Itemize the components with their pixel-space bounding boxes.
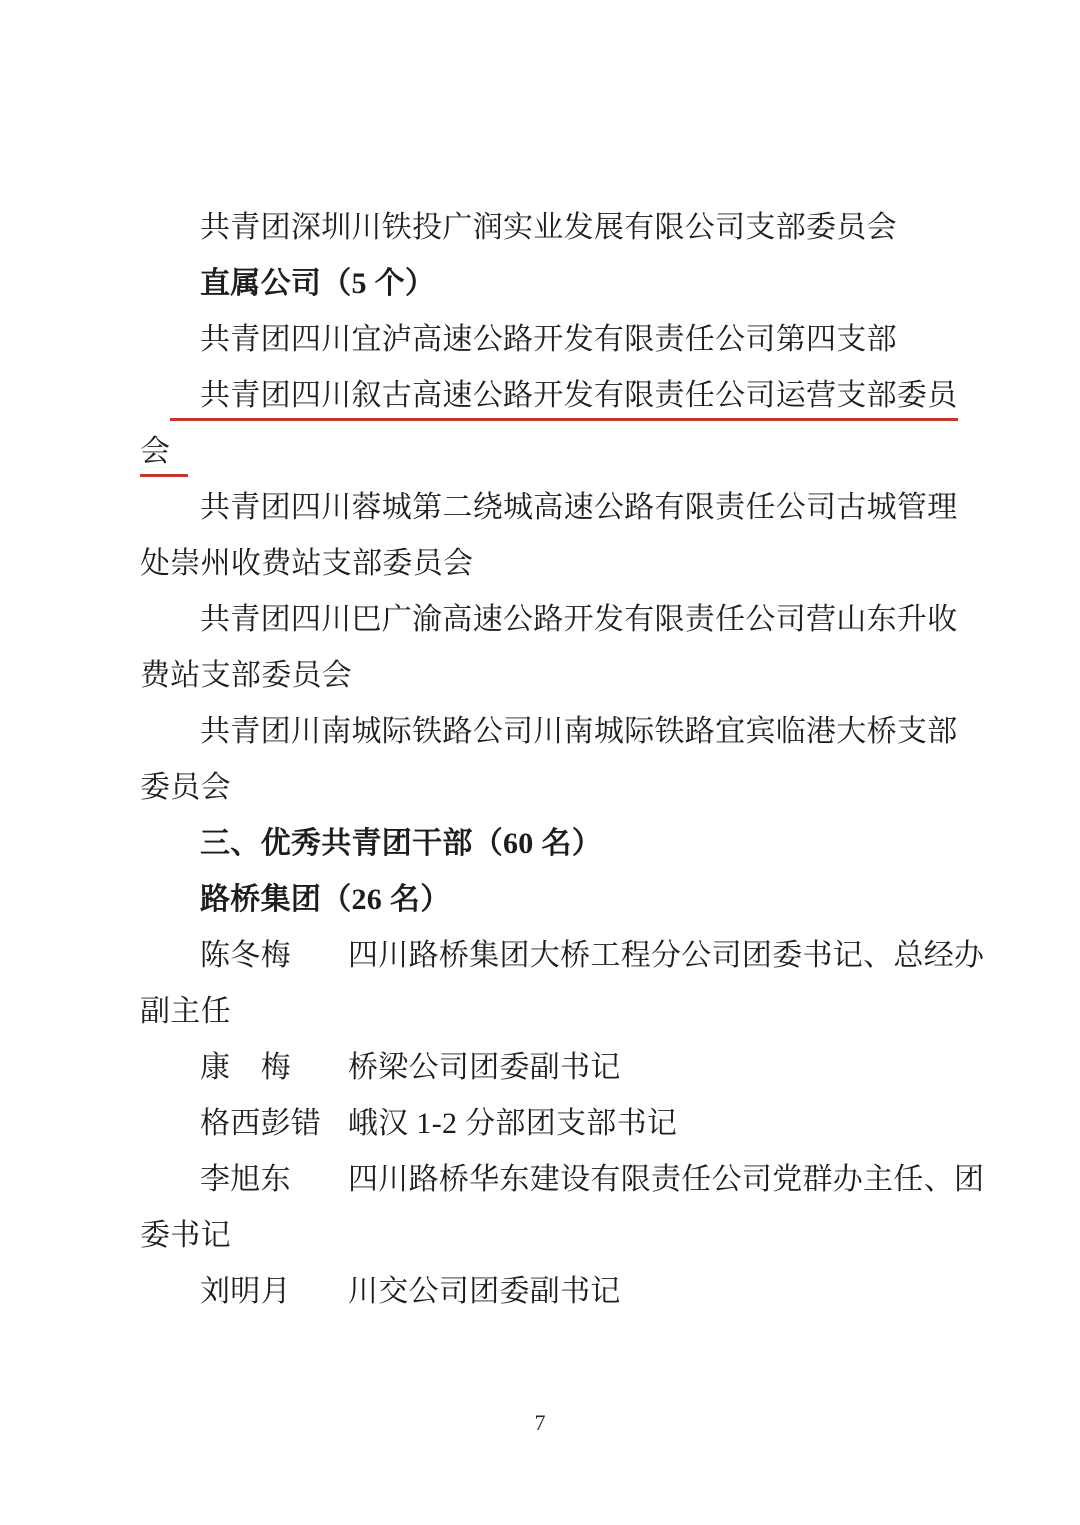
person-name: 格西彭错 [200,1107,322,1140]
person-name: 刘明月 [200,1275,291,1308]
person-name: 康 梅 [200,1051,291,1084]
text-line: 共青团川南城际铁路公司川南城际铁路宜宾临港大桥支部 [200,715,958,748]
roster-row [140,1264,955,1320]
text-line: 共青团四川巴广渝高速公路开发有限责任公司营山东升收 [200,603,958,636]
text-line-underlined-continuation [140,424,955,480]
text-line-underlined [140,368,958,424]
continuation-line: 处崇州收费站支部委员会 [140,547,474,580]
roster-row [140,1152,985,1208]
roster-row [140,1040,955,1096]
person-name: 李旭东 [200,1163,291,1196]
continuation-line: 委书记 [140,1219,231,1252]
continuation-line: 费站支部委员会 [140,659,353,692]
heading-direct-companies: 直属公司（5 个） [200,267,436,300]
heading-outstanding-cadres: 三、优秀共青团干部（60 名） [200,827,602,860]
text-line: 共青团四川宜泸高速公路开发有限责任公司第四支部 [200,323,897,356]
continuation-line: 委员会 [140,771,231,804]
text-line: 共青团四川蓉城第二绕城高速公路有限责任公司古城管理 [200,491,958,524]
person-role: 桥梁公司团委副书记 [348,1051,621,1084]
person-role: 川交公司团委副书记 [348,1275,621,1308]
person-name: 陈冬梅 [200,939,291,972]
text-line: 共青团深圳川铁投广润实业发展有限公司支部委员会 [200,211,897,244]
person-role: 峨汉 1-2 分部团支部书记 [348,1107,678,1140]
document-content [140,200,985,1320]
heading-luqiao-group: 路桥集团（26 名） [200,883,451,916]
person-role: 四川路桥集团大桥工程分公司团委书记、总经办 [348,939,985,972]
page-number: 7 [534,1410,546,1435]
roster-row [140,928,985,984]
revision-underlined-text: 会 [140,435,188,477]
revision-underlined-text: 共青团四川叙古高速公路开发有限责任公司运营支部委员 [170,379,958,421]
continuation-line: 副主任 [140,995,231,1028]
roster-row [140,1096,955,1152]
person-role: 四川路桥华东建设有限责任公司党群办主任、团 [348,1163,985,1196]
